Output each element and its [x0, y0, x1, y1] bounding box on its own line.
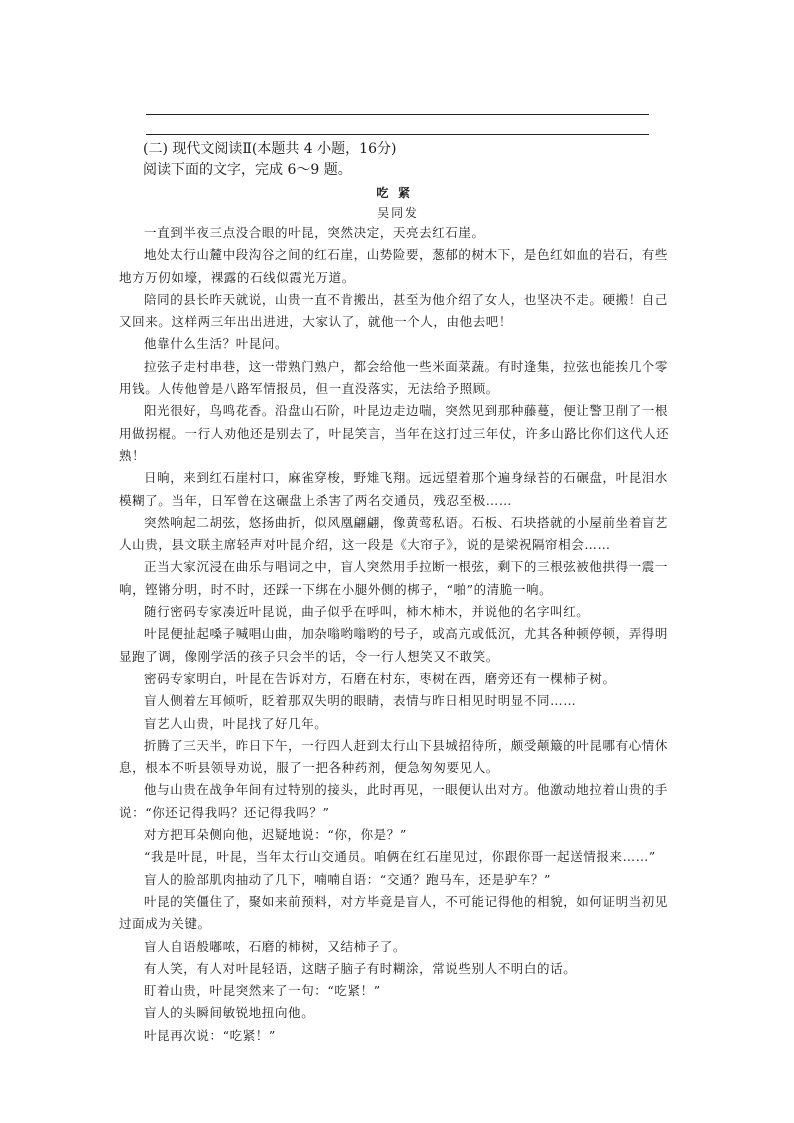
reading-instruction: 阅读下面的文字，完成 6～9 题。 — [143, 162, 352, 178]
section-heading: (二) 现代文阅读Ⅱ(本题共 4 小题，16分) — [143, 141, 397, 157]
paragraph: 随行密码专家凑近叶昆说，曲子似乎在呼叫，柿木柿木，并说他的名字叫红。 — [144, 604, 590, 620]
paragraph: 盲人的头瞬间敏锐地扭向他。 — [144, 1005, 315, 1021]
answer-line — [146, 114, 649, 115]
paragraph: 盯着山贵，叶昆突然来了一句：“吃紧！” — [144, 983, 381, 999]
story-title: 吃紧 — [376, 186, 420, 200]
paragraph: 他靠什么生活？叶昆问。 — [144, 336, 289, 352]
paragraph: 地处太行山麓中段沟谷之间的红石崖，山势险要，葱郁的树木下，是色红如血的岩石，有些地方万仞如壕，裸露的石线似霞光万道。 — [119, 247, 669, 285]
story-author: 吴同发 — [377, 206, 419, 220]
paragraph: 折腾了三天半，昨日下午，一行四人赶到太行山下县城招待所，颇受颠簸的叶昆哪有心情休息，根本不听县领导劝说，服了一把各种药剂，便急匆匆要见人。 — [119, 737, 669, 776]
paragraph: 盲人自语般嘟哝，石磨的柿树，又结柿子了。 — [144, 938, 407, 954]
paragraph: 他与山贵在战争年间有过特别的接头，此时再见，一眼便认出对方。他激动地拉着山贵的手说：“你还记得我吗？还记得我吗？” — [119, 782, 669, 820]
paragraph: 对方把耳朵侧向他，迟疑地说：“你，你是？” — [144, 827, 407, 843]
paragraph: 叶昆便扯起嗓子喊唱山曲，加杂嗡哟嗡哟的号子，或高亢或低沉，尤其各种顿停顿，弄得明显跑了调，像刚学活的孩子只会半的话，令一行人想笑又不敢笑。 — [119, 626, 669, 664]
paragraph: 有人笑，有人对叶昆轻语，这瞎子脑子有时糊涂，常说些别人不明白的话。 — [144, 960, 577, 976]
paragraph: 日晌，来到红石崖村口，麻雀穿梭，野雉飞翔。远远望着那个遍身绿苔的石碾盘，叶昆泪水模糊了。当年，日军曾在这碾盘上杀害了两名交通员，残忍至极…… — [119, 470, 669, 508]
paragraph: 盲人的脸部肌肉抽动了几下，喃喃自语：“交通？跑马车，还是驴车？” — [144, 871, 551, 887]
paragraph: 叶昆的笑僵住了，聚如来前预料，对方毕竟是盲人，不可能记得他的相貌，如何证明当初见过面成为关键。 — [119, 893, 669, 932]
story-body — [119, 222, 675, 1047]
paragraph: 盲人侧着左耳倾听，眨着那双失明的眼睛，表情与昨日相见时明显不同…… — [144, 693, 577, 709]
paragraph: 陪同的县长昨天就说，山贵一直不肯搬出，甚至为他介绍了女人，也坚决不走。硬搬！自己又回来。这样两三年出出进进，大家认了，就他一个人，由他去吧！ — [119, 291, 669, 330]
paragraph: 正当大家沉浸在曲乐与唱词之中，盲人突然用手拉断一根弦，剩下的三根弦被他拱得一震一响，铿锵分明，时不时，还踩一下绑在小腿外侧的梆子，“啪”的清脆一响。 — [119, 559, 669, 597]
paragraph: 盲艺人山贵，叶昆找了好几年。 — [144, 715, 328, 731]
paragraph: 拉弦子走村串巷，这一带熟门熟户，都会给他一些米面菜蔬。有时逢集，拉弦也能挨几个零用钱。人传他曾是八路军情报员，但一直没落实，无法给予照顾。 — [119, 358, 669, 397]
paragraph: 阳光很好，鸟鸣花香。沿盘山石阶，叶昆边走边喘，突然见到那种藤蔓，便让警卫削了一根用做拐棍。一行人劝他还是别去了，叶昆笑言，当年在这打过三年仗，许多山路比你们这代人还熟！ — [119, 403, 670, 463]
paragraph: 一直到半夜三点没合眼的叶昆，突然决定，天亮去红石崖。 — [144, 225, 485, 240]
answer-line — [146, 134, 649, 135]
paragraph: 叶昆再次说：“吃紧！” — [144, 1027, 276, 1043]
paragraph: 突然响起二胡弦，悠扬曲折，似风凰翩翩，像黄莺私语。石板、石块搭就的小屋前坐着盲艺人山贵，县文联主席轻声对叶昆介绍，这一段是《大帘子》，说的是梁祝隔帘相会…… — [119, 514, 669, 553]
paragraph: 密码专家明白，叶昆在告诉对方，石磨在村东，枣树在西，磨旁还有一棵柿子树。 — [144, 670, 616, 686]
paragraph: “我是叶昆，叶昆，当年太行山交通员。咱俩在红石崖见过，你跟你哥一起送情报来……” — [144, 849, 656, 865]
